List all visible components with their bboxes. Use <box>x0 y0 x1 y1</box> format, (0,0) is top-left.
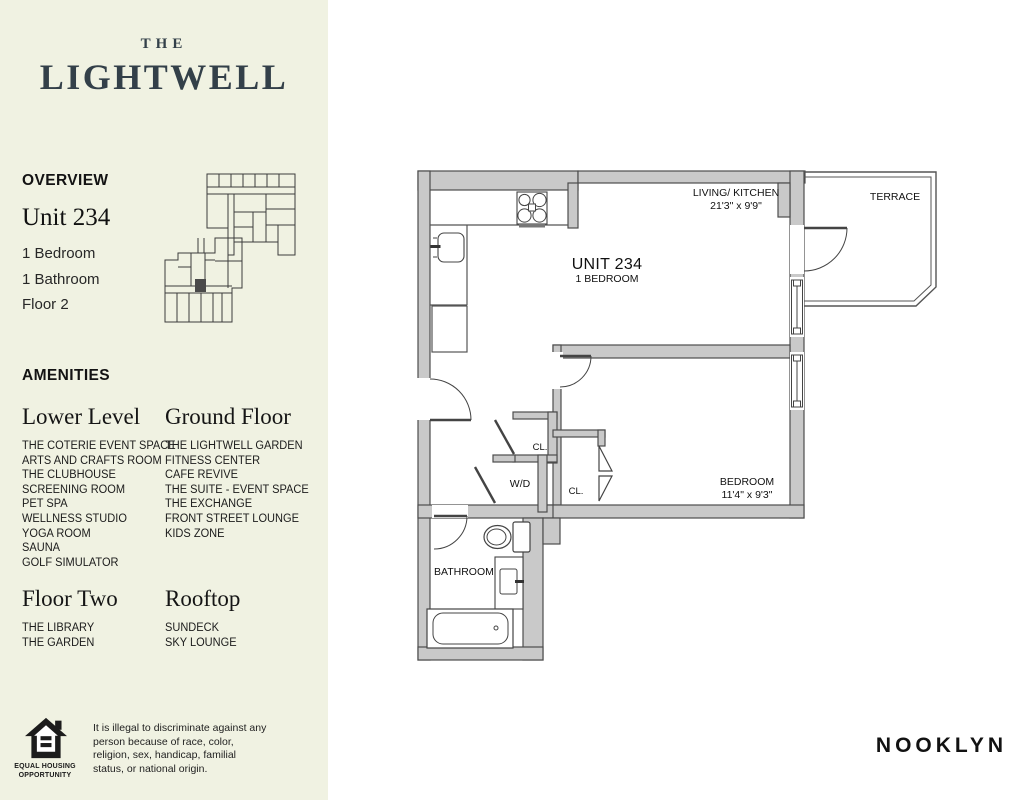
entry-door <box>430 379 471 420</box>
bedroom-label: BEDROOM 11'4" x 9'3" <box>719 476 775 501</box>
amenity-item: THE EXCHANGE <box>165 498 253 511</box>
amenity-group-title: Ground Floor <box>165 404 291 429</box>
fair-housing-disclaimer: It is illegal to discriminate against any person because of race, color, religion, sex, handicap, familial status, or national origin. <box>93 722 267 775</box>
overview-detail-bathrooms: 1 Bathroom <box>22 270 100 288</box>
amenity-item: THE GARDEN <box>22 636 95 649</box>
amenity-item: PET SPA <box>22 498 68 511</box>
brand-name: LIGHTWELL <box>39 57 289 97</box>
nooklyn-logo: NOOKLYN <box>875 734 1007 757</box>
terrace-label: TERRACE <box>869 191 921 203</box>
amenity-item: KIDS ZONE <box>165 527 225 540</box>
walls <box>418 171 805 660</box>
amenity-item: THE CLUBHOUSE <box>22 469 116 482</box>
living-window-icon <box>792 280 803 334</box>
amenity-item: THE COTERIE EVENT SPACE <box>22 440 176 452</box>
eho-label: EQUAL HOUSING OPPORTUNITY <box>14 763 76 779</box>
amenity-item: ARTS AND CRAFTS ROOM <box>22 454 162 467</box>
living-kitchen-label: LIVING/ KITCHEN 21'3" x 9'9" <box>692 187 780 212</box>
bathroom-vanity-sink-icon <box>495 557 524 609</box>
unit-label: UNIT 234 1 BEDROOM <box>571 256 643 285</box>
amenity-item: SKY LOUNGE <box>165 636 237 649</box>
amenity-item: THE LIGHTWELL GARDEN <box>165 440 303 452</box>
bathroom-label: BATHROOM <box>434 566 494 578</box>
overview-detail-bedrooms: 1 Bedroom <box>22 245 96 262</box>
closet-door <box>495 420 514 454</box>
kitchen-sink-icon <box>431 233 465 262</box>
terrace-door <box>804 228 847 271</box>
washer-dryer-label: W/D <box>509 478 531 490</box>
bedroom-window-icon <box>792 355 803 407</box>
unit-title: Unit 234 <box>22 204 111 231</box>
bedroom-door <box>560 356 591 387</box>
toilet-icon <box>484 522 530 552</box>
amenity-item: THE LIBRARY <box>22 622 95 634</box>
closet-label: CL. <box>532 442 548 453</box>
brand-the: THE <box>140 36 188 52</box>
bedroom-closet-bifold-door <box>599 446 612 501</box>
bathtub-icon <box>427 609 513 648</box>
amenity-item: WELLNESS STUDIO <box>22 512 127 525</box>
amenity-item: FITNESS CENTER <box>165 454 261 467</box>
bedroom-closet-label: CL. <box>568 486 584 497</box>
overview-detail-floor: Floor 2 <box>22 296 69 313</box>
stove-icon <box>517 192 547 228</box>
overview-heading: OVERVIEW <box>22 172 109 189</box>
amenity-item: THE SUITE - EVENT SPACE <box>165 483 309 496</box>
amenity-item: SCREENING ROOM <box>22 483 126 496</box>
amenity-item: GOLF SIMULATOR <box>22 556 119 569</box>
amenity-item: SUNDECK <box>165 622 219 634</box>
refrigerator-icon <box>432 306 467 352</box>
bathroom-door <box>434 516 467 549</box>
washer-dryer-door <box>475 467 495 503</box>
amenities-heading: AMENITIES <box>22 367 110 384</box>
amenity-item: FRONT STREET LOUNGE <box>165 512 299 525</box>
amenity-item: SAUNA <box>22 542 61 555</box>
amenity-group-title: Lower Level <box>22 404 141 429</box>
amenity-group-title: Rooftop <box>165 586 241 611</box>
amenity-item: YOGA ROOM <box>22 527 91 540</box>
amenity-item: CAFE REVIVE <box>165 469 239 482</box>
amenity-group-title: Floor Two <box>22 586 118 611</box>
